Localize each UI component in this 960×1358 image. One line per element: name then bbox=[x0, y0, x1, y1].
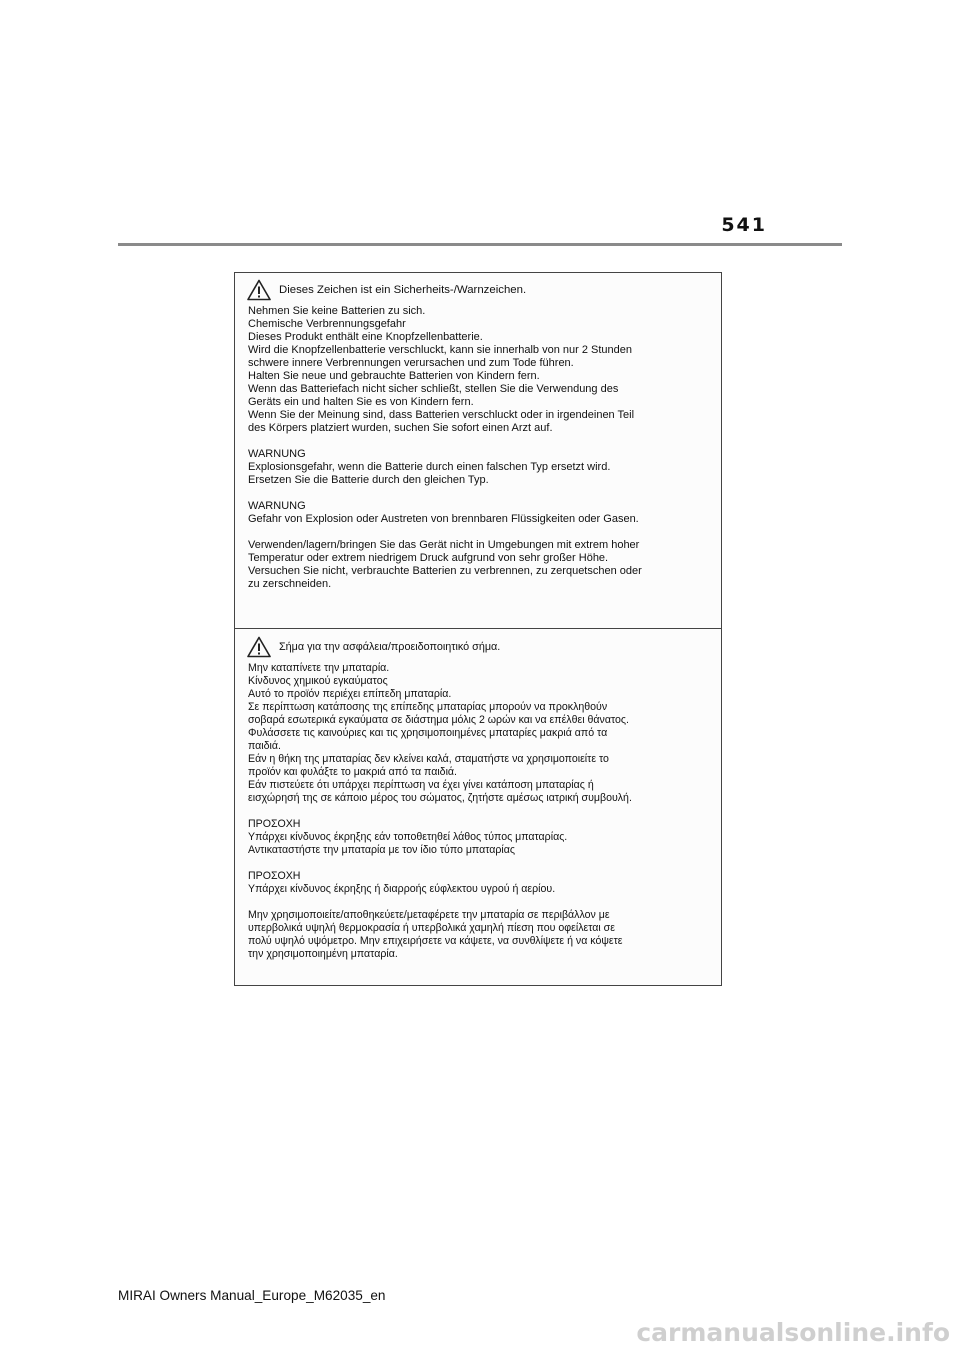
greek-text-line: πολύ υψηλό υψόμετρο. Μην επιχειρήσετε να κάψετε, να συνθλίψετε ή να κόψετε bbox=[248, 935, 623, 947]
german-text-line: Wenn Sie der Meinung sind, dass Batterien verschluckt oder in irgendeinen Teil bbox=[248, 409, 635, 421]
german-text-line: Halten Sie neue und gebrauchte Batterien von Kindern fern. bbox=[248, 370, 540, 382]
german-text-line: Ersetzen Sie die Batterie durch den gleichen Typ. bbox=[248, 474, 489, 486]
german-paragraph bbox=[248, 448, 711, 487]
german-text-line: Verwenden/lagern/bringen Sie das Gerät nicht in Umgebungen mit extrem hoher bbox=[248, 539, 640, 551]
german-paragraph bbox=[248, 305, 711, 435]
greek-heading-line bbox=[247, 636, 711, 662]
greek-text-line: εισχώρησή της σε κάποιο μέρος του σώματος, ζητήστε αμέσως ιατρική συμβουλή. bbox=[248, 792, 632, 804]
german-text-line: Versuchen Sie nicht, verbrauchte Batterien zu verbrennen, zu zerquetschen oder bbox=[248, 565, 642, 577]
german-text-line: Dieses Produkt enthält eine Knopfzellenbatterie. bbox=[248, 331, 483, 343]
greek-paragraph bbox=[248, 818, 711, 857]
greek-text-line: Υπάρχει κίνδυνος έκρηξης ή διαρροής εύφλεκτου υγρού ή αερίου. bbox=[248, 883, 556, 895]
watermark: carmanualsonline.info bbox=[636, 1318, 950, 1347]
german-text-line: Geräts ein und halten Sie es von Kindern fern. bbox=[248, 396, 474, 408]
greek-paragraph bbox=[248, 662, 711, 805]
german-text-line: Explosionsgefahr, wenn die Batterie durch einen falschen Typ ersetzt wird. bbox=[248, 461, 611, 473]
warning-triangle-icon bbox=[247, 279, 271, 301]
greek-text-line: την χρησιμοποιημένη μπαταρία. bbox=[248, 948, 398, 960]
german-text-line: WARNUNG bbox=[248, 500, 306, 512]
greek-paragraph bbox=[248, 909, 711, 961]
german-warning-section bbox=[235, 273, 721, 628]
warning-triangle-icon bbox=[247, 636, 271, 658]
german-paragraphs bbox=[247, 305, 711, 591]
german-text-line: Wenn das Batteriefach nicht sicher schließt, stellen Sie die Verwendung des bbox=[248, 383, 619, 395]
greek-text-line: Εάν η θήκη της μπαταρίας δεν κλείνει καλά, σταματήστε να χρησιμοποιείτε το bbox=[248, 753, 609, 765]
greek-text-line: παιδιά. bbox=[248, 740, 281, 752]
greek-text-line: Αντικαταστήστε την μπαταρία με τον ίδιο τύπο μπαταρίας bbox=[248, 844, 515, 856]
greek-text-line: Υπάρχει κίνδυνος έκρηξης εάν τοποθετηθεί λάθος τύπος μπαταρίας. bbox=[248, 831, 568, 843]
german-text-line: Temperatur oder extrem niedrigem Druck aufgrund von sehr großer Höhe. bbox=[248, 552, 609, 564]
german-text-line: Nehmen Sie keine Batterien zu sich. bbox=[248, 305, 426, 317]
german-text-line: WARNUNG bbox=[248, 448, 306, 460]
greek-text-line: σοβαρά εσωτερικά εγκαύματα σε διάστημα μόλις 2 ωρών και να επέλθει θάνατος. bbox=[248, 714, 629, 726]
greek-text-line: ΠΡΟΣΟΧΗ bbox=[248, 870, 301, 882]
greek-text-line: Φυλάσσετε τις καινούριες και τις χρησιμοποιημένες μπαταρίες μακριά από τα bbox=[248, 727, 608, 739]
greek-text-line: Εάν πιστεύετε ότι υπάρχει περίπτωση να έχει γίνει κατάποση μπαταρίας ή bbox=[248, 779, 594, 791]
greek-text-line: προϊόν και φυλάξτε το μακριά από τα παιδιά. bbox=[248, 766, 457, 778]
german-text-line: schwere innere Verbrennungen verursachen und zum Tode führen. bbox=[248, 357, 574, 369]
greek-text-line: υπερβολικά υψηλή θερμοκρασία ή υπερβολικά χαμηλή πίεση που οφείλεται σε bbox=[248, 922, 615, 934]
german-text-line: Wird die Knopfzellenbatterie verschluckt, kann sie innerhalb von nur 2 Stunden bbox=[248, 344, 633, 356]
battery-warning-label bbox=[234, 272, 722, 986]
greek-text-line: Αυτό το προϊόν περιέχει επίπεδη μπαταρία. bbox=[248, 688, 452, 700]
greek-text-line: Κίνδυνος χημικού εγκαύματος bbox=[248, 675, 388, 687]
german-heading: Dieses Zeichen ist ein Sicherheits-/Warnzeichen. bbox=[279, 284, 527, 296]
greek-text-line: Μην καταπίνετε την μπαταρία. bbox=[248, 662, 390, 674]
german-text-line: zu zerschneiden. bbox=[248, 578, 332, 590]
german-heading-line bbox=[247, 279, 711, 305]
greek-text-line: Σε περίπτωση κατάποσης της επίπεδης μπαταρίας μπορούν να προκληθούν bbox=[248, 701, 608, 713]
german-paragraph bbox=[248, 539, 711, 591]
german-text-line: Chemische Verbrennungsgefahr bbox=[248, 318, 406, 330]
greek-warning-section bbox=[235, 628, 721, 985]
manual-footer: MIRAI Owners Manual_Europe_M62035_en bbox=[118, 1288, 386, 1303]
header-rule bbox=[118, 243, 842, 246]
greek-paragraph bbox=[248, 870, 711, 896]
german-text-line: des Körpers platziert wurden, suchen Sie sofort einen Arzt auf. bbox=[248, 422, 553, 434]
page-number: 541 bbox=[721, 214, 767, 236]
greek-paragraphs bbox=[247, 662, 711, 961]
german-text-line: Gefahr von Explosion oder Austreten von brennbaren Flüssigkeiten oder Gasen. bbox=[248, 513, 639, 525]
greek-text-line: Μην χρησιμοποιείτε/αποθηκεύετε/μεταφέρετε την μπαταρία σε περιβάλλον με bbox=[248, 909, 610, 921]
german-paragraph bbox=[248, 500, 711, 526]
greek-heading: Σήμα για την ασφάλεια/προειδοποιητικό σήμα. bbox=[279, 641, 501, 653]
greek-text-line: ΠΡΟΣΟΧΗ bbox=[248, 818, 301, 830]
